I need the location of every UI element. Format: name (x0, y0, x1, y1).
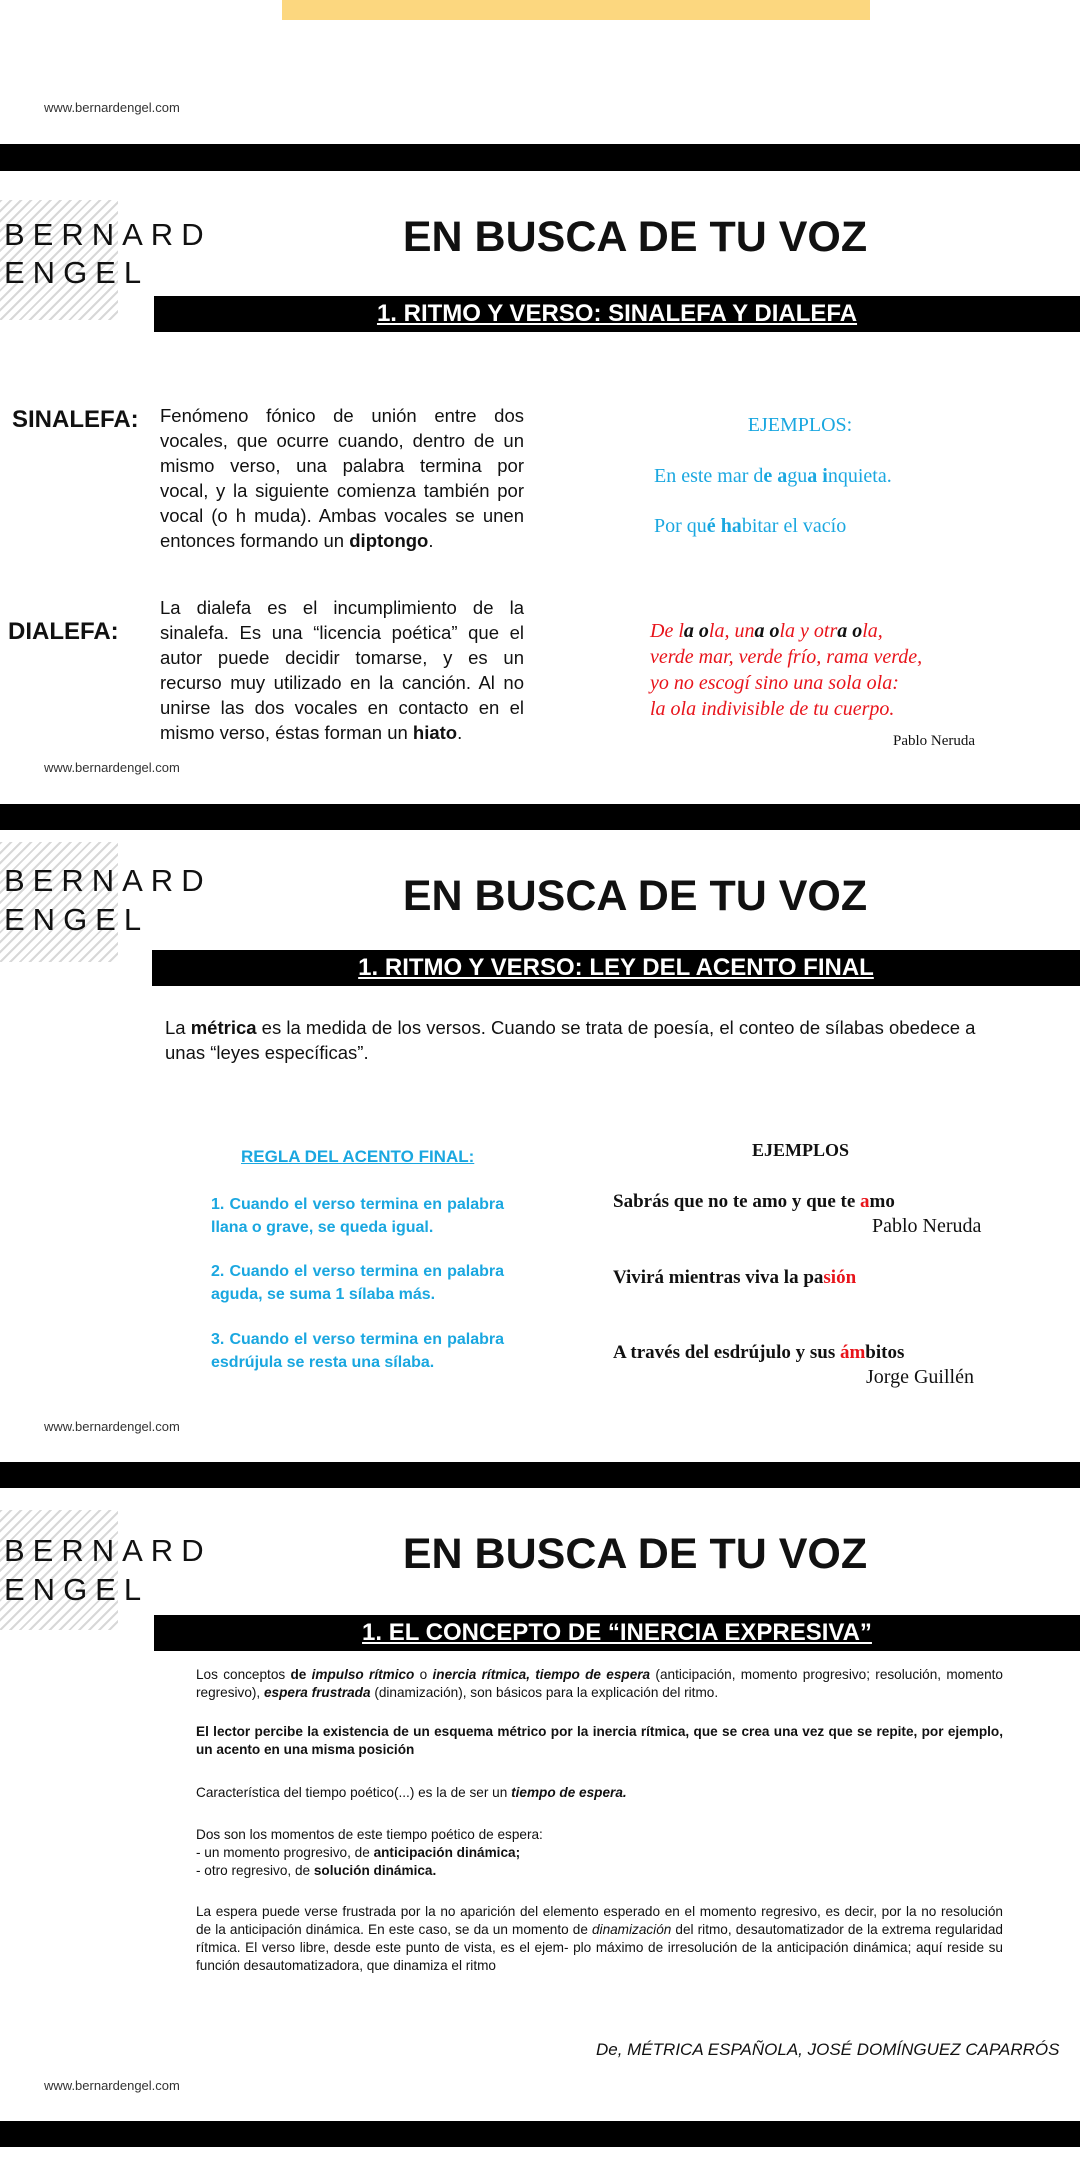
poem-line: yo no escogí sino una sola ola: (650, 672, 899, 694)
yellow-banner (282, 0, 870, 20)
section-title: 1. RITMO Y VERSO: LEY DEL ACENTO FINAL (152, 950, 1080, 986)
dialefa-definition: La dialefa es el incumplimiento de la sinalefa. Es una “licencia poética” que el autor puede decidir tomarse, y es un recurso muy utilizado en la canción. Al no unirse las dos vocales en contacto en el mismo verso, éstas forman un hiato. (160, 597, 524, 743)
paragraph-line: - un momento progresivo, de anticipación dinámica; (196, 1845, 521, 1860)
site-url: www.bernardengel.com (44, 100, 180, 115)
poem-line: De la ola, una ola y otra ola, (650, 620, 883, 642)
metrica-intro: La métrica es la medida de los versos. Cuando se trata de poesía, el conteo de sílabas obedece a unas “leyes específicas”. (165, 1017, 976, 1063)
logo-line1: BERNARD (4, 863, 212, 898)
rule-item: 1. Cuando el verso termina en palabra llana o grave, se queda igual. (211, 1196, 504, 1236)
logo-hatch (0, 1510, 118, 1630)
site-url: www.bernardengel.com (44, 1419, 180, 1434)
example-line: Sabrás que no te amo y que te amo (613, 1191, 895, 1212)
paragraph-line: - otro regresivo, de solución dinámica. (196, 1863, 437, 1878)
logo-line2: ENGEL (4, 255, 150, 290)
slide-divider (0, 1462, 1080, 1488)
site-url: www.bernardengel.com (44, 2078, 180, 2093)
rule-item: 3. Cuando el verso termina en palabra esdrújula se resta una sílaba. (211, 1331, 504, 1371)
poem-line: verde mar, verde frío, rama verde, (650, 646, 923, 668)
poem-line: la ola indivisible de tu cuerpo. (650, 698, 895, 720)
section-title: 1. EL CONCEPTO DE “INERCIA EXPRESIVA” (154, 1615, 1080, 1651)
rule-item: 2. Cuando el verso termina en palabra aguda, se suma 1 sílaba más. (211, 1263, 504, 1303)
example-author: Jorge Guillén (866, 1366, 974, 1388)
poem-author: Pablo Neruda (893, 733, 976, 749)
sinalefa-label: SINALEFA: (12, 406, 139, 433)
logo-line2: ENGEL (4, 1572, 150, 1607)
poem (650, 618, 922, 722)
paragraph-line: Dos son los momentos de este tiempo poético de espera: (196, 1827, 543, 1842)
section-title: 1. RITMO Y VERSO: SINALEFA Y DIALEFA (154, 296, 1080, 332)
logo-line2: ENGEL (4, 902, 150, 937)
page-title: EN BUSCA DE TU VOZ (402, 1530, 868, 1578)
slide-divider (0, 144, 1080, 171)
example-line: En este mar de agua inquieta. (654, 465, 892, 487)
logo-line1: BERNARD (4, 217, 212, 252)
paragraph: Característica del tiempo poético(...) es la de ser un tiempo de espera. (196, 1785, 627, 1800)
site-url: www.bernardengel.com (44, 760, 180, 775)
example-line: A través del esdrújulo y sus ámbitos (613, 1342, 905, 1363)
example-line: Vivirá mientras viva la pasión (613, 1267, 857, 1288)
paragraph: Los conceptos de impulso rítmico o inercia rítmica, tiempo de espera (anticipación, momento progresivo; resolución, momento regresivo), espera frustrada (dinamización), son básicos para la explicación del ritmo. (196, 1667, 1003, 1700)
slide-divider (0, 804, 1080, 830)
rule-heading: REGLA DEL ACENTO FINAL: (241, 1147, 475, 1166)
slide-divider (0, 2121, 1080, 2147)
example-line: Por qué habitar el vacío (654, 515, 847, 537)
examples-heading: EJEMPLOS (752, 1140, 850, 1160)
example-author: Pablo Neruda (872, 1215, 982, 1237)
page-title: EN BUSCA DE TU VOZ (402, 872, 868, 920)
page-title: EN BUSCA DE TU VOZ (402, 213, 868, 261)
paragraph: La espera puede verse frustrada por la no aparición del elemento esperado en el momento regresivo, es decir, por la no resolución de la anticipación dinámica. En este caso, se da un momento de dinamización del ritmo, desautomatizador de la extrema regularidad rítmica. El verso libre, desde este punto de vista, es el ejem- plo máximo de irresolución de la anticipación dinámica; aquí reside su función desautomatizadora, que dinamiza el ritmo (196, 1904, 1003, 1973)
citation: De, MÉTRICA ESPAÑOLA, JOSÉ DOMÍNGUEZ CAPARRÓS (596, 2040, 1060, 2059)
paragraph: El lector percibe la existencia de un esquema métrico por la inercia rítmica, que se crea una vez que se repite, por ejemplo, un acento en una misma posición (196, 1724, 1003, 1757)
sinalefa-definition: Fenómeno fónico de unión entre dos vocales, que ocurre cuando, dentro de un mismo verso, una palabra termina por vocal, y la siguiente comienza también por vocal (o h muda). Ambas vocales se unen entonces formando un diptongo. (160, 405, 524, 551)
paragraph (196, 1826, 1003, 1880)
logo-line1: BERNARD (4, 1533, 212, 1568)
dialefa-label: DIALEFA: (8, 618, 119, 645)
examples-heading: EJEMPLOS: (747, 414, 853, 436)
